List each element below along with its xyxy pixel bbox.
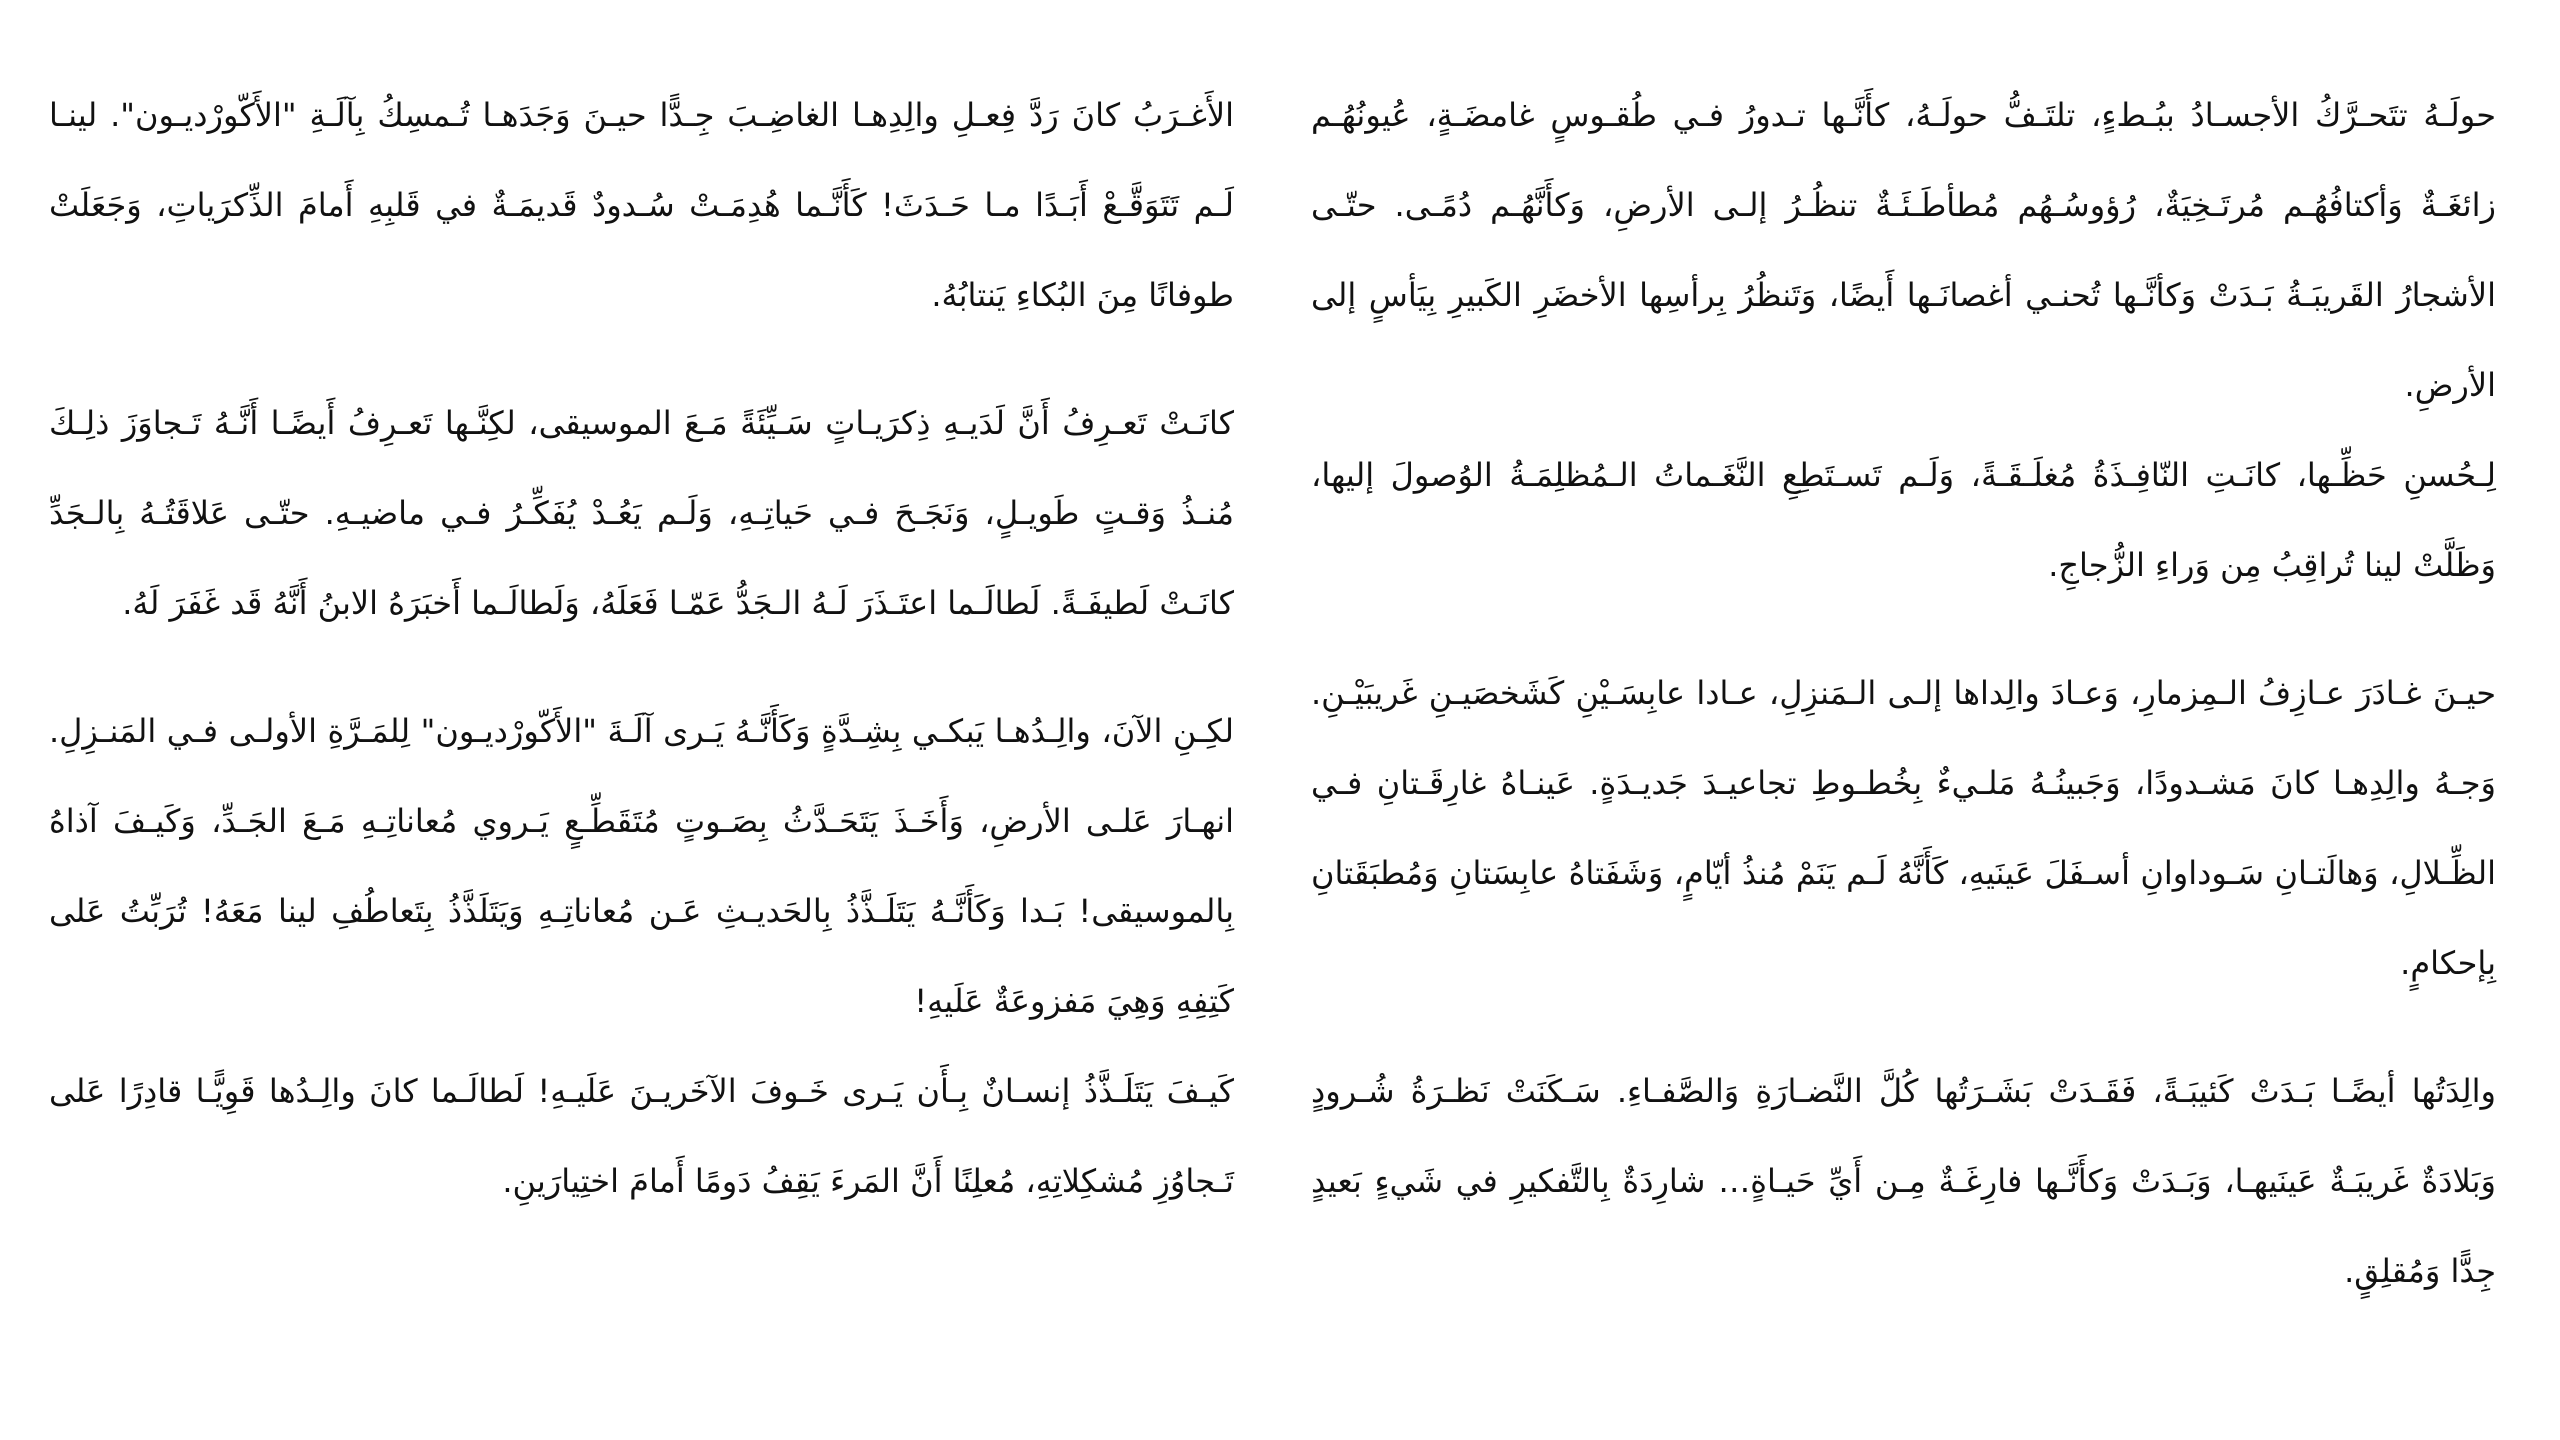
- left-column: [49, 70, 1234, 1226]
- paragraph: كانَـتْ تَعـرِفُ أَنَّ لَدَيـهِ ذِكرَيـاتٍ سَـيِّئَةً مَـعَ الموسيقى، لكِنَّـها تَعـرِفُ أَيضًـا أَنَّـهُ تَـجاوَزَ ذلِـكَ مُنـذُ وَقـتٍ طَويـلٍ، وَنَجَـحَ فـي حَياتِـهِ، وَلَـم يَعُـدْ يُفَكِّـرُ فـي ماضيـهِ. حتّـى عَلاقَتُـهُ بِالـجَدِّ كانَـتْ لَطيفَـةً. لَطالَـما اعتَـذَرَ لَـهُ الـجَدُّ عَمّـا فَعَلَهُ، وَلَطالَـما أَخبَرَهُ الابنُ أَنَّهُ قَد غَفَرَ لَهُ.: [49, 404, 1234, 622]
- paragraph: الأَغـرَبُ كانَ رَدَّ فِعـلِ والِدِهـا الغاضِـبَ جِـدًّا حيـنَ وَجَدَهـا تُـمسِكُ بِآلَـةِ "الأَكّورْديـون". لينـا لَـم تَتَوَقَّـعْ أَبَـدًا مـا حَـدَثَ! كَأَنَّـما هُدِمَـتْ سُـدودٌ قَديمَـةٌ في قَلبِهِ أَمامَ الذِّكرَياتِ، وَجَعَلَتْ طوفانًا مِنَ البُكاءِ يَنتابُهُ.: [49, 96, 1234, 314]
- paragraph: لِـحُسنِ حَظِّـها، كانَـتِ النّافِـذَةُ مُغلَـقَـةً، وَلَـم تَسـتَطِعِ النَّغَـماتُ الـمُظلِمَـةُ الوُصولَ إليها، وَظَلَّتْ لينا تُراقِبُ مِن وَراءِ الزُّجاجِ.: [1311, 456, 2496, 584]
- paragraph: حيـنَ غـادَرَ عـازِفُ الـمِزمارِ، وَعـادَ والِداها إلـى الـمَنزِلِ، عـادا عابِسَـيْنِ كَشَخصَيـنِ غَريبَيْـنِ. وَجـهُ والِدِهـا كانَ مَشـدودًا، وَجَبينُـهُ مَلـيءٌ بِخُطـوطِ تجاعيـدَ جَديـدَةٍ. عَينـاهُ غارِقَـتانِ فـي الظِّـلالِ، وَهالَتـانِ سَـوداوانِ أسـفَلَ عَينَيهِ، كَأَنَّهُ لَـم يَنَمْ مُنذُ أيّامٍ، وَشَفَتاهُ عابِسَتانِ وَمُطبَقَتانِ بِإحكامٍ.: [1311, 674, 2496, 982]
- right-column: [1311, 70, 2496, 1316]
- paragraph: حولَـهُ تتَحـرَّكُ الأجسـادُ ببُـطءٍ، تلتَـفُّ حولَـهُ، كأَنَّـها تـدورُ فـي طُقـوسٍ غامضَـةٍ، عُيونُهُـم زائغَـةٌ وَأكتافُهُـم مُرتَـخِيَةٌ، رُؤوسُـهُم مُطأطَـئَـةٌ تنظُـرُ إلـى الأرضِ، وَكأَنَّهُـم دُمًـى. حتّـى الأشجارُ القَريبَـةُ بَـدَتْ وَكأنَّـها تُحنـي أغصانَـها أَيضًا، وَتَنظُرُ بِرأسِها الأخضَرِ الكَبيرِ بِيَأسٍ إلى الأرضِ.: [1311, 96, 2496, 404]
- paragraph: والِدَتُها أيضًـا بَـدَتْ كَئيبَـةً، فَقَـدَتْ بَشَـرَتُها كُلَّ النَّضـارَةِ وَالصَّفـاءِ. سَـكَنَتْ نَظـرَةُ شُـرودٍ وَبَلادَةٌ غَريبَـةٌ عَينَيهـا، وَبَـدَتْ وَكأَنَّـها فارِغَـةٌ مِـن أَيِّ حَيـاةٍ… شارِدَةٌ بِالتَّفكيرِ في شَيءٍ بَعيدٍ جِدًّا وَمُقلِقٍ.: [1311, 1072, 2496, 1290]
- paragraph: كَيـفَ يَتَلَـذَّذُ إنسـانٌ بِـأَن يَـرى خَـوفَ الآخَريـنَ عَلَيـهِ! لَطالَـما كانَ والِـدُها قَوِيًّـا قادِرًا عَلى تَـجاوُزِ مُشكِلاتِهِ، مُعلِنًا أَنَّ المَرءَ يَقِفُ دَومًا أَمامَ اختِيارَينِ.: [49, 1072, 1234, 1200]
- paragraph: لكِـنِ الآنَ، والِـدُهـا يَبكـي بِشِـدَّةٍ وَكَأَنَّـهُ يَـرى آلَـةَ "الأَكّورْديـون" لِلمَـرَّةِ الأولـى فـي المَنـزِلِ. انهـارَ عَلـى الأرضِ، وَأَخَـذَ يَتَحَـدَّثُ بِصَـوتٍ مُتَقَطِّـعٍ يَـروي مُعاناتِـهِ مَـعَ الجَـدِّ، وَكَيـفَ آذاهُ بِالموسيقى! بَـدا وَكَأَنَّـهُ يَتَلَـذَّذُ بِالحَديـثِ عَـن مُعاناتِـهِ وَيَتَلَذَّذُ بِتَعاطُفِ لينا مَعَهُ! تُرَبِّتُ عَلى كَتِفِهِ وَهِيَ مَفزوعَةٌ عَلَيهِ!: [49, 712, 1234, 1020]
